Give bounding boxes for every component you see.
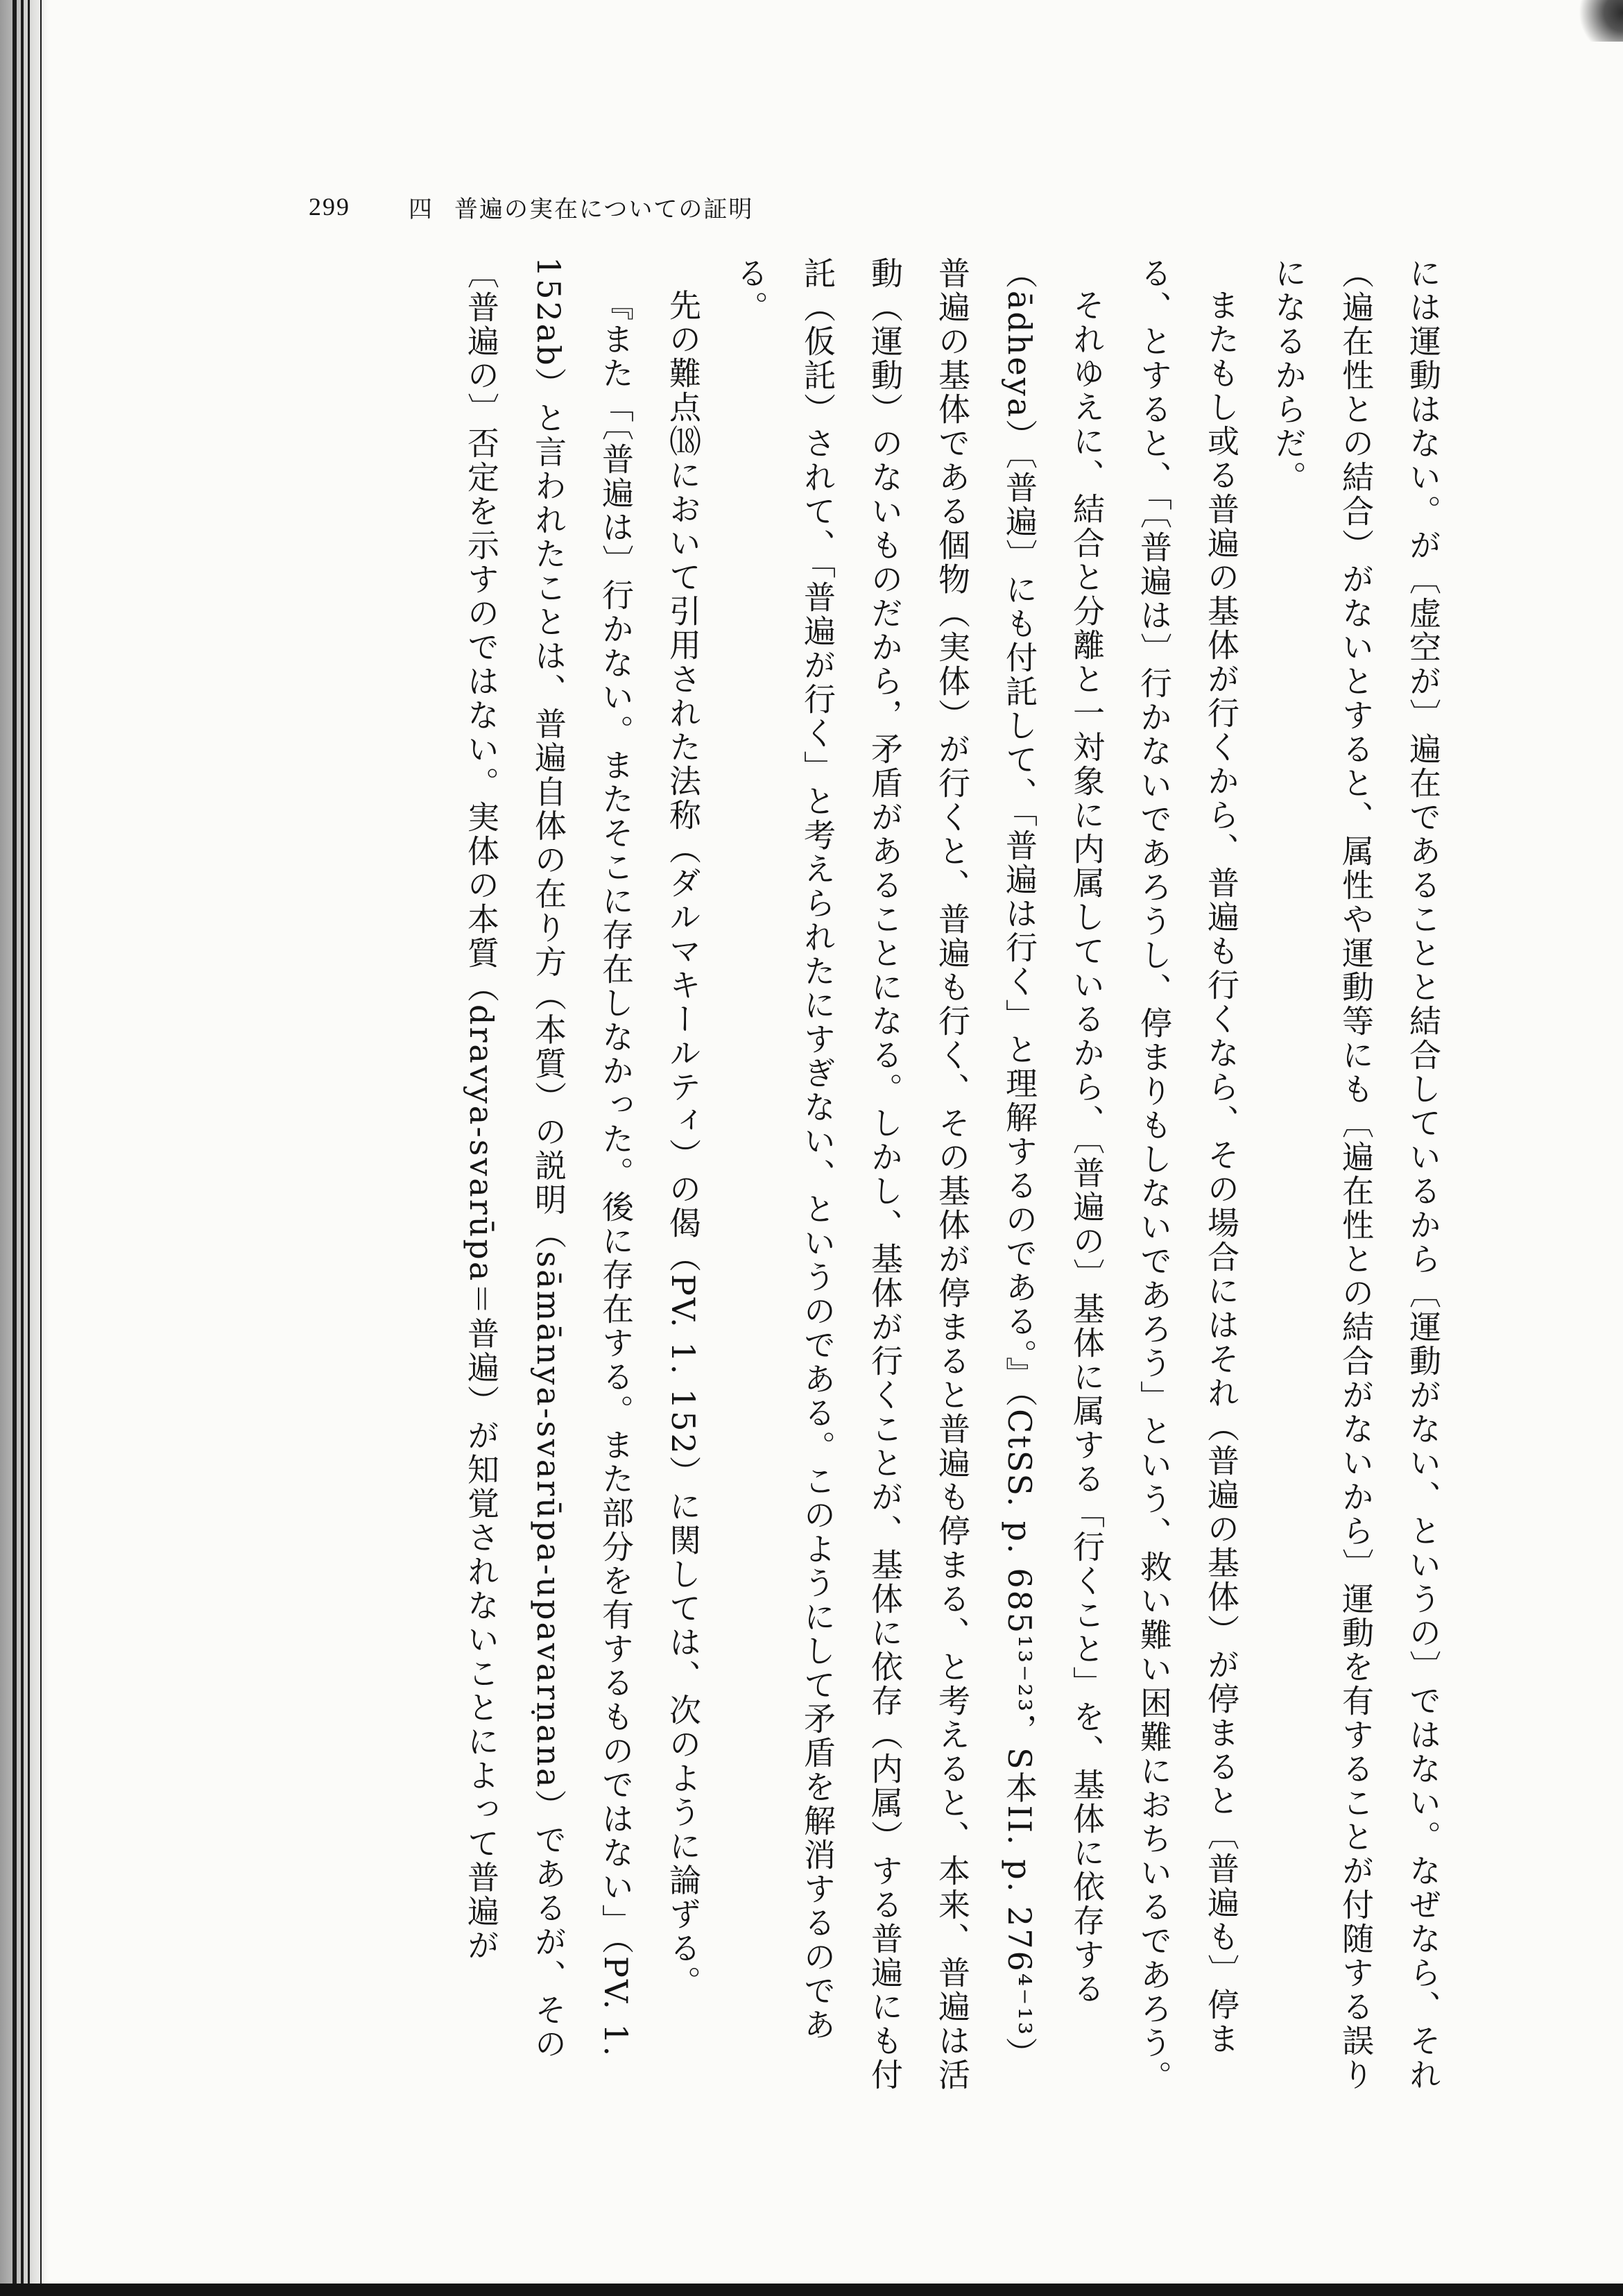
gutter-line [12, 0, 17, 2296]
body-text [305, 257, 1457, 2102]
gutter-line [28, 0, 30, 2296]
paragraph: それゆえに、結合と分離と一対象に内属しているから、〔普遍の〕基体に属する「行くこと」を、基体に依存する（ādheya）〔普遍〕にも付託して、「普遍は行く」と理解するのである。』（CtSS. p. 685¹³⁻²³，S本II. p. 276⁴⁻¹³） [1001, 257, 1106, 2071]
commentary-paragraph: 普遍の基体である個物（実体）が行くと、普遍も行く、その基体が停まると普遍も停まる、と考えると、本来、普遍は活動（運動）のないものだから，矛盾があることになる。しかし、基体が行くことが、基体に依存（内属）する普遍にも付託（仮託）されて、「普遍が行く」と考えられたにすぎない、というのである。このようにして矛盾を解消するのである。 [732, 257, 971, 2092]
quotation-paragraph: 『また「〔普遍は〕行かない。またそこに存在しなかった。後に存在する。また部分を有するものではない」（PV. 1. 152ab）と言われたことは、普遍自体の在り方（本質）の説明（sāmānya-svarūpa-upavarṇana）であるが、その〔普遍の〕否定を示すのではない。実体の本質（dravya-svarūpa＝普遍）が知覚されないことによって普遍が [463, 257, 635, 2062]
chapter-number: 四 [409, 195, 433, 223]
chapter-title: 普遍の実在についての証明 [454, 195, 754, 223]
gutter-line [40, 0, 42, 2296]
scan-corner-mark [1568, 0, 1623, 42]
paragraph: またもし或る普遍の基体が行くから、普遍も行くなら、その場合にはそれ（普遍の基体）が停まると〔普遍も〕停まる、とすると、「〔普遍は〕行かないであろうし、停まりもしないであろう」という、救い難い困難におちいるであろう。 [1135, 257, 1240, 2094]
page-number: 299 [309, 193, 350, 221]
scan-bottom-edge [0, 2284, 1623, 2296]
gutter-line [21, 0, 24, 2296]
paragraph-continuation: には運動はない。が〔虚空が〕遍在であることと結合しているから〔運動がない、というの〕ではない。なぜなら、それ（遍在性との結合）がないとすると、属性や運動等にも〔遍在性との結合がないから〕運動を有することが付随する誤りになるからだ。 [1270, 257, 1442, 2092]
running-head [309, 186, 753, 228]
paragraph: 先の難点⒅において引用された法称（ダルマキールティ）の偈（PV. 1. 152）に関しては、次のように論ずる。 [664, 289, 702, 2000]
